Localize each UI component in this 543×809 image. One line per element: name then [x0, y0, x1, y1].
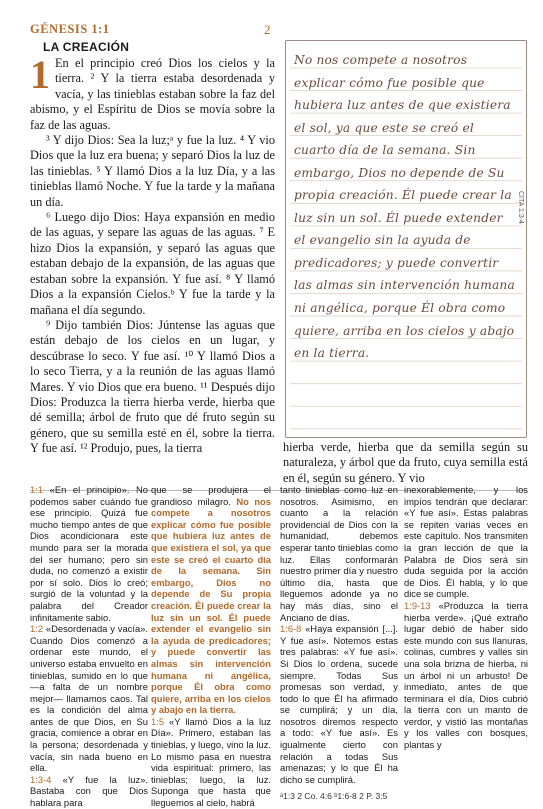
chapter-dropcap: 1: [30, 52, 50, 97]
section-title: LA CREACIÓN: [43, 40, 130, 54]
commentary-text: «Produzca la tierra hierba verde». ¡Qué extraño lugar debió de haber sido este mundo con sus llanuras, colinas, cumbres y valles sin una sola brizna de hierba, ni un árbol ni un arbusto! De inmediato, antes de que terminara el día, Dios cubrió la tierra con un manto de verdor, y vistió las montañas y los valles con bosques, plantas y: [404, 599, 528, 751]
commentary-column-3: [280, 484, 398, 803]
bible-text-column: [30, 52, 275, 457]
verse-paragraph: ⁹ Dijo también Dios: Júntense las aguas que están debajo de los cielos en un lugar, y descúbrase lo seco. Y fue así. ¹⁰ Y llamó Dios a lo seco Tierra, y a la reunión de las aguas llamó Mares. Y vio Dios que era bueno. ¹¹ Después dijo Dios: Produzca la tierra hierba verde, hierba que dé semilla; árbol de fruto que dé fruto según su género, que su semilla esté en él, sobre la tierra. Y fue así. ¹² Produjo, pues, la tierra: [30, 317, 275, 456]
commentary-text: «Y fue la luz». Bastaba con que Dios hablara para: [30, 773, 148, 809]
handwritten-note: No nos compete a nosotros explicar cómo fue posible que hubiera luz antes de que existiera el sol, ya que este se creó el cuarto día de la semana. Sin embargo, Dios no depende de Su propia creación. Él puede crear la luz sin un sol. Él puede extender el evangelio sin la ayuda de predicadores; y puede convertir las almas sin intervención humana ni angélica, porque Él obra como quiere, arriba en los cielos y abajo en la tierra.: [294, 53, 515, 361]
commentary-text: «En el principio». No podemos saber cuándo fue ese principio. Quizá fue mucho tiempo antes de que Dios acondicionara este mundo para ser la morada del ser humano; pero sin duda, no comenzó a existir por sí solo. Dios lo creó; surgió de la voluntad y la palabra del Creador infinitamente sabio.: [30, 484, 148, 623]
commentary-column-4: [404, 484, 528, 751]
verse-paragraph: En el principio creó Dios los cielos y la tierra. ² Y la tierra estaba desordenada y vacía, y las tinieblas estaban sobre la faz del abismo, y el Espíritu de Dios se movía sobre la faz de las aguas.: [30, 56, 275, 132]
commentary-ref: 1:9-13: [404, 599, 431, 611]
commentary-column-1: [30, 484, 148, 809]
highlighted-commentary: No nos compete a nosotros explicar cómo fue posible que hubiera luz antes de que existiera el sol, ya que este se creó el cuarto día de la semana. Sin embargo, Dios no depende de Su propia creación. Él puede crear la luz sin un sol. Él puede extender el evangelio sin la ayuda de predicadores; y puede convertir las almas sin intervención humana ni angélica, porque Él obra como quiere, arriba en los cielos y abajo en la tierra.: [151, 495, 271, 716]
journaling-note-box: [285, 40, 527, 438]
commentary-entry: [404, 484, 528, 600]
commentary-ref: 1:6-8: [280, 623, 302, 635]
verse-paragraph: ⁶ Luego dijo Dios: Haya expansión en medio de las aguas, y separe las aguas de las aguas. ⁷ E hizo Dios la expansión, y separó las aguas que estaban debajo de la expansión, de las aguas que estaban sobre la expansión. Y fue así. ⁸ Y llamó Dios a la expansión Cielos.ᵇ Y fue la tarde y la mañana el día segundo.: [30, 210, 275, 317]
commentary-entry: [404, 600, 528, 751]
commentary-text: que se produjera el grandioso milagro.: [151, 484, 271, 507]
page-number: 2: [264, 22, 271, 37]
commentary-entry: [280, 623, 398, 785]
commentary-text: «Haya expansión [...]. Y fue así». Notemos estas tres palabras: «Y fue así». Si Dios lo ordena, sucede siempre. Todas Sus promesas son verdad, y todo lo que Él ha afirmado se cumplirá; y un día, nosotros diremos respecto a todo: «Y fue así». Es igualmente cierto con relación a todas Sus amenazas; y lo que Él ha dicho se cumplirá.: [280, 623, 398, 785]
verse-paragraph: ³ Y dijo Dios: Sea la luz;ᵃ y fue la luz. ⁴ Y vio Dios que la luz era buena; y separó Dios la luz de las tinieblas. ⁵ Y llamó Dios a la luz Día, y a las tinieblas llamó Noche. Y fue la tarde y la mañana un día.: [30, 133, 275, 209]
commentary-entry: [30, 623, 148, 774]
commentary-entry: [30, 484, 148, 623]
page-header: [0, 22, 543, 38]
commentary-ref: 1:2: [30, 623, 44, 635]
commentary-ref: 1:3-4: [30, 773, 52, 785]
verse-continuation: hierba verde, hierba que da semilla según su naturaleza, y árbol que da fruto, cuya semilla está en él, según su género. Y vio: [283, 440, 528, 485]
book-chapter-header: GÉNESIS 1:1: [30, 22, 110, 36]
commentary-ref: 1:1: [30, 484, 44, 495]
commentary-entry: [280, 484, 398, 623]
note-tab-label: CITA 1:3-4: [517, 191, 524, 224]
commentary-text: inexorablemente, y los impíos tendrán que declarar: «Y fue así». Estas palabras se repiten varias veces en este capítulo. Nos transmiten la gran lección de que la Palabra de Dios será sin duda seguida por la acción de Dios. Él habla, y lo que dice se cumple.: [404, 484, 528, 600]
commentary-ref: 1:5: [151, 715, 165, 727]
commentary-text: «Y llamó Dios a la luz Día». Primero, estaban las tinieblas, y luego, vino la luz. Lo mismo pasa en nuestra vida espiritual: primero, las tinieblas; luego, la luz. Suponga que hasta que lleguemos al cielo, habrá: [151, 715, 271, 809]
commentary-entry: [30, 774, 148, 809]
commentary-column-2: [151, 484, 271, 809]
commentary-text: «Desordenada y vacía». Cuando Dios comenzó a ordenar este mundo, el universo estaba envuelto en tinieblas, sumido en lo que —a falta de un nombre mejor— llamamos caos. Tal es la condición del alma antes de que Dios, en Su gracia, comience a obrar en la persona; desordenada y vacía, sin nada bueno en ella.: [30, 623, 148, 774]
footnote-references: ᵃ1:3 2 Co. 4:6 ᵇ1:6-8 2 P. 3:5: [280, 791, 388, 802]
commentary-text: tanto tinieblas como luz en nosotros. Asimismo, en cuanto a la relación providencial de Dios con la humanidad, debemos esperar tanto tinieblas como luz. Ellas conformarán nuestro primer día y nuestro último día, hasta que lleguemos adonde ya no hay más días, sino el Anciano de días.: [280, 484, 398, 623]
